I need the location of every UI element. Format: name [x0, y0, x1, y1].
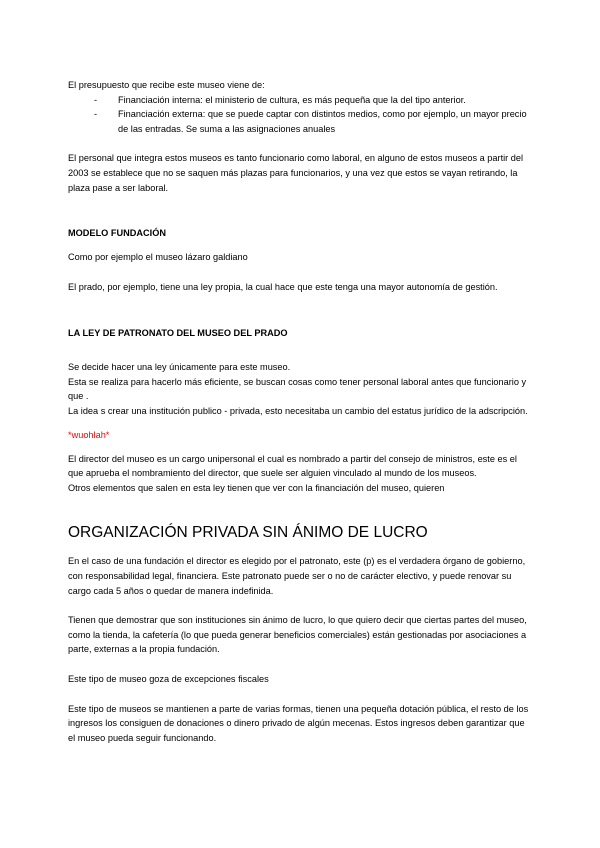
spacer	[68, 349, 532, 360]
spacer	[68, 195, 532, 217]
spacer	[68, 543, 532, 554]
heading-organizacion-privada: ORGANIZACIÓN PRIVADA SIN ÁNIMO DE LUCRO	[68, 524, 428, 542]
spacer	[68, 687, 532, 702]
spacer	[68, 136, 532, 151]
organizacion-p3: Este tipo de museo goza de excepciones fiscales	[68, 673, 269, 684]
spacer	[68, 294, 532, 316]
ley-patronato-p4: El director del museo es un cargo unipersonal el cual es nombrado a partir del consejo de ministros, este es el que aprueba el nombramiento del director, que suele ser alguien vinculado al mundo de los museos.	[68, 453, 517, 479]
heading-modelo-fundacion: MODELO FUNDACIÓN	[68, 228, 166, 239]
spacer	[68, 657, 532, 672]
spacer	[68, 265, 532, 280]
organizacion-p4: Este tipo de museos se mantienen a parte de varias formas, tienen una pequeña dotación pública, el resto de los ingresos los consiguen de donaciones o dinero privado de algún mecenas. Estos ingresos deben garantizar que el museo pueda seguir funcionando.	[68, 703, 529, 743]
list-item-text: Financiación externa: que se puede captar con distintos medios, como por ejemplo, un mayor precio de las entradas. Se suma a las asignaciones anuales	[118, 109, 527, 134]
list-item-text: Financiación interna: el ministerio de cultura, es más pequeña que la del tipo anterior.	[118, 94, 466, 105]
modelo-fundacion-line2: El prado, por ejemplo, tiene una ley propia, la cual hace que este tenga una mayor autonomía de gestión.	[68, 281, 498, 292]
staff-paragraph: El personal que integra estos museos es tanto funcionario como laboral, en alguno de estos museos a partir del 2003 se establece que no se saquen más plazas para funcionarios, y una vez que estos se vayan retirando, la plaza pase a ser laboral.	[68, 153, 524, 193]
ley-patronato-p3: La idea s crear una institución publico - privada, esto necesitaba un cambio del estatus jurídico de la adscripción.	[68, 406, 528, 417]
list-item	[94, 93, 532, 108]
intro-paragraph: El presupuesto que recibe este museo viene de:	[68, 80, 265, 90]
ley-patronato-p1: Se decide hacer una ley únicamente para este museo.	[68, 362, 291, 373]
funding-list	[68, 93, 532, 137]
dash-marker: -	[94, 109, 98, 120]
spacer	[68, 598, 532, 613]
organizacion-p2: Tienen que demostrar que son instituciones sin ánimo de lucro, lo que quiero decir que ciertas partes del museo, como la tienda, la cafetería (lo que pueda generar beneficios comerciales) están gestionadas por asociaciones a parte, externas a la propia fundación.	[68, 615, 527, 655]
spacer	[68, 495, 532, 523]
modelo-fundacion-line1: Como por ejemplo el museo lázaro galdiano	[68, 252, 248, 263]
heading-ley-patronato: LA LEY DE PATRONATO DEL MUSEO DEL PRADO	[68, 327, 288, 338]
ley-patronato-p2: Esta se realiza para hacerlo más eficiente, se buscan cosas como tener personal laboral antes que funcionario y que .	[68, 376, 527, 402]
ley-patronato-p5: Otros elementos que salen en esta ley tienen que ver con la financiación del museo, quieren	[68, 482, 445, 493]
dash-marker: -	[94, 94, 98, 105]
list-item	[94, 107, 532, 136]
organizacion-p1: En el caso de una fundación el director es elegido por el patronato, este (p) es el verdadera órgano de gobierno, con responsabilidad legal, financiera. Este patronato puede ser o no de carácter electivo, y puede renovar su cargo cada 5 años o quedar de manera indefinida.	[68, 556, 526, 596]
ley-patronato-red-note: *wuohlah*	[68, 429, 110, 440]
